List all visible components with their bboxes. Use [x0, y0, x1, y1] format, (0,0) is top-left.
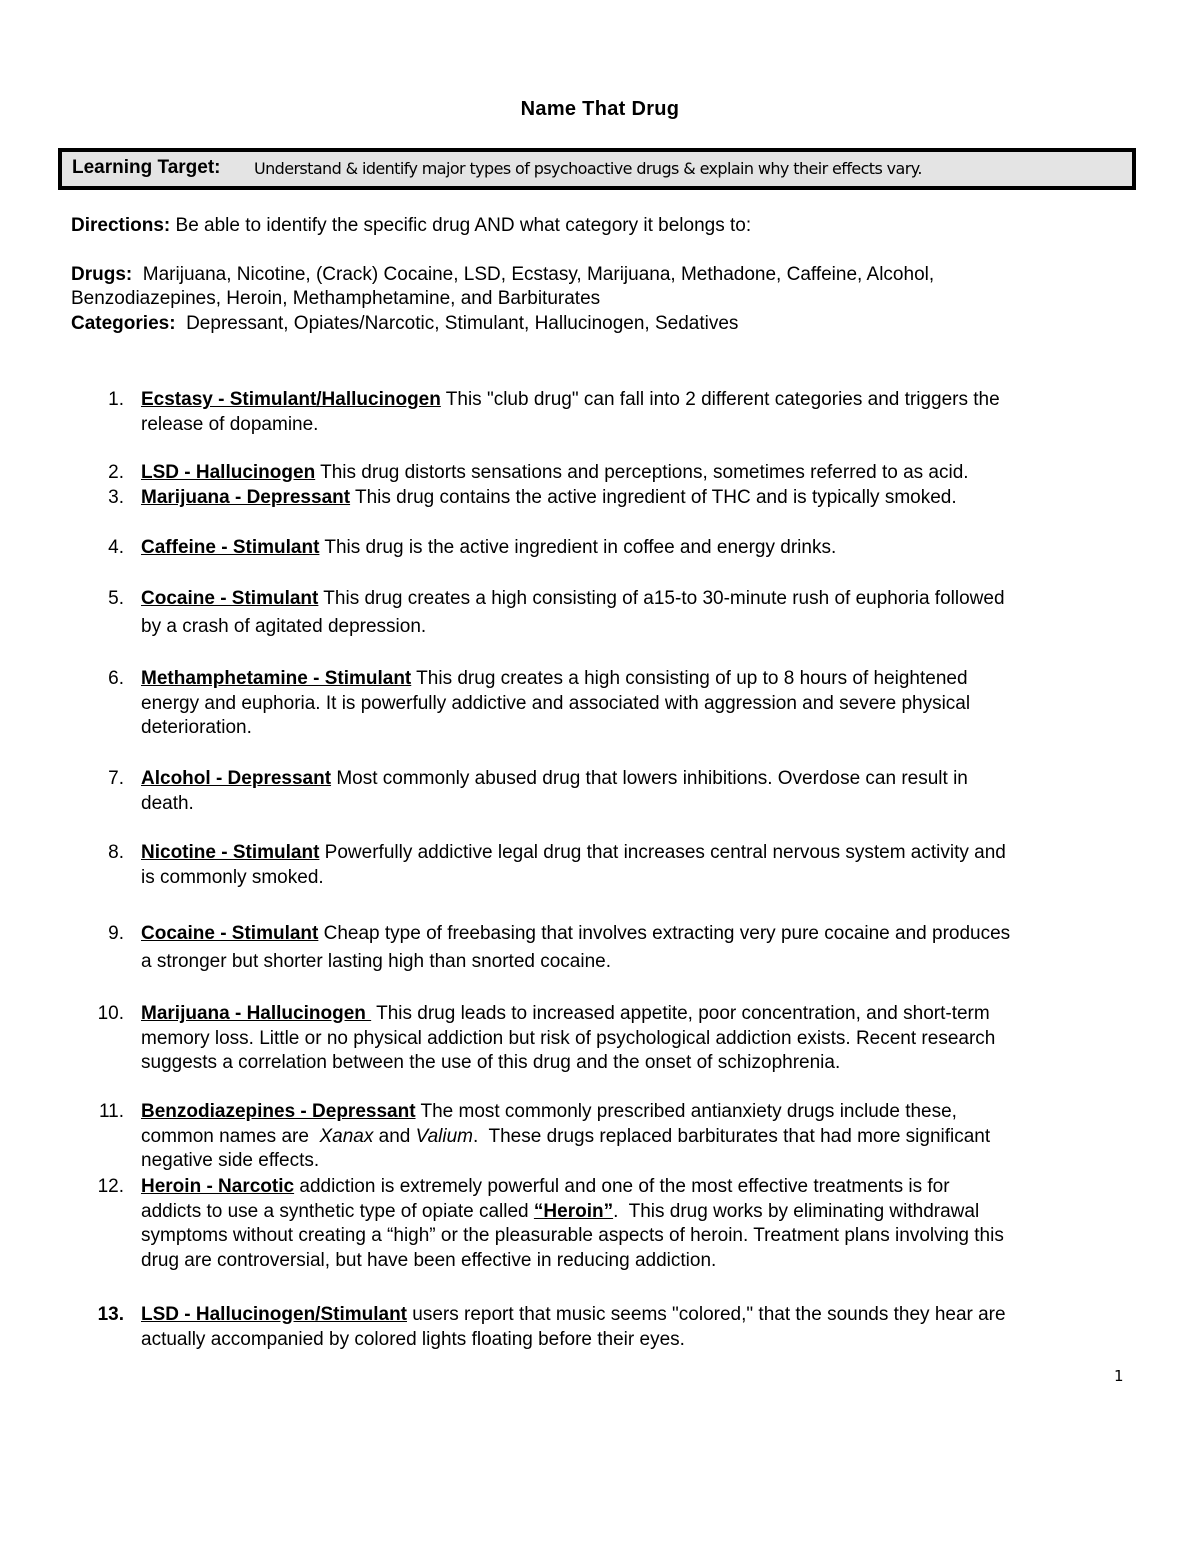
item-description: . These drugs replaced barbiturates that had more significant: [472, 1125, 991, 1147]
item-description: death.: [141, 792, 194, 814]
item-description: This drug creates a high consisting of up to 8 hours of heightened: [411, 668, 968, 689]
item-answer: Heroin - Narcotic: [141, 1176, 295, 1197]
item-number: 9.: [108, 923, 124, 944]
item-answer: LSD - Hallucinogen: [141, 462, 316, 483]
directions-label: Directions:: [71, 215, 171, 236]
item-answer: Cocaine - Stimulant: [141, 923, 319, 944]
item-answer: Marijuana - Depressant: [141, 487, 351, 508]
item-description: This drug creates a high consisting of a15-to 30-minute rush of euphoria followed: [318, 588, 1005, 609]
item-answer: Caffeine - Stimulant: [141, 537, 320, 558]
item-answer: Methamphetamine - Stimulant: [141, 668, 412, 689]
item-description: energy and euphoria. It is powerfully addictive and associated with aggression and severe physical: [141, 692, 971, 714]
item-description: by a crash of agitated depression.: [141, 616, 427, 637]
item-description: actually accompanied by colored lights floating before their eyes.: [141, 1328, 685, 1350]
item-description: addicts to use a synthetic type of opiate called: [141, 1200, 534, 1222]
item-answer: Ecstasy - Stimulant/Hallucinogen: [141, 389, 441, 410]
item-description: is commonly smoked.: [141, 866, 324, 888]
item-description: This "club drug" can fall into 2 different categories and triggers the: [440, 389, 1000, 410]
drugs-label: Drugs:: [71, 264, 133, 285]
item-answer: Marijuana - Hallucinogen: [141, 1003, 372, 1024]
directions-text: Be able to identify the specific drug AND what category it belongs to:: [170, 215, 752, 236]
item-description: This drug distorts sensations and perceptions, sometimes referred to as acid.: [315, 462, 969, 483]
page-number: 1: [1114, 1367, 1124, 1385]
item-description: This drug contains the active ingredient of THC and is typically smoked.: [350, 487, 957, 508]
item-number: 11.: [98, 1101, 124, 1122]
item-description: Powerfully addictive legal drug that increases central nervous system activity and: [319, 842, 1006, 863]
item-description: symptoms without creating a “high” or the pleasurable aspects of heroin. Treatment plans involving this: [141, 1225, 1004, 1246]
item-description: . This drug works by eliminating withdrawal: [613, 1200, 980, 1222]
item-number: 3.: [108, 487, 124, 508]
learning-target-label: Learning Target:: [72, 157, 221, 178]
item-description: The most commonly prescribed antianxiety drugs include these,: [415, 1101, 957, 1122]
item-description: and: [373, 1125, 416, 1147]
item-answer: Benzodiazepines - Depressant: [141, 1101, 416, 1122]
item-number: 1.: [108, 389, 124, 410]
item-answer: Alcohol - Depressant: [141, 768, 332, 789]
item-description: drug are controversial, but have been effective in reducing addiction.: [141, 1249, 717, 1271]
item-answer: LSD - Hallucinogen/Stimulant: [141, 1304, 408, 1325]
page-title: Name That Drug: [520, 98, 680, 120]
item-number: 7.: [108, 768, 124, 789]
item-number: 6.: [108, 668, 124, 689]
item-number: 5.: [108, 588, 124, 609]
drugs-line-1: Marijuana, Nicotine, (Crack) Cocaine, LSD, Ecstasy, Marijuana, Methadone, Caffeine, Alcohol,: [132, 264, 935, 285]
item-number: 10.: [97, 1003, 124, 1024]
item-answer: Nicotine - Stimulant: [141, 842, 320, 863]
item-description: memory loss. Little or no physical addiction but risk of psychological addiction exists. Recent research: [141, 1027, 996, 1049]
item-description: Xanax: [319, 1125, 374, 1147]
item-description: suggests a correlation between the use of this drug and the onset of schizophrenia.: [141, 1052, 841, 1073]
item-answer: Cocaine - Stimulant: [141, 588, 319, 609]
item-description: Most commonly abused drug that lowers inhibitions. Overdose can result in: [331, 768, 968, 789]
item-description: This drug leads to increased appetite, poor concentration, and short-term: [371, 1003, 990, 1024]
item-number: 2.: [108, 462, 124, 483]
item-description: a stronger but shorter lasting high than snorted cocaine.: [141, 951, 612, 972]
categories-label: Categories:: [71, 313, 176, 334]
item-description: “Heroin”: [533, 1200, 614, 1222]
item-description: release of dopamine.: [141, 413, 319, 435]
item-description: negative side effects.: [141, 1150, 320, 1171]
item-description: Cheap type of freebasing that involves extracting very pure cocaine and produces: [318, 923, 1011, 944]
categories-text: Depressant, Opiates/Narcotic, Stimulant, Hallucinogen, Sedatives: [175, 313, 739, 334]
item-number: 12.: [97, 1176, 124, 1197]
item-number: 13.: [97, 1304, 124, 1325]
item-number: 4.: [108, 537, 124, 558]
item-number: 8.: [108, 842, 124, 863]
learning-target-text: Understand & identify major types of psychoactive drugs & explain why their effects vary.: [254, 159, 922, 178]
item-description: This drug is the active ingredient in coffee and energy drinks.: [319, 537, 837, 558]
item-description: deterioration.: [141, 717, 252, 738]
item-description: users report that music seems "colored," that the sounds they hear are: [407, 1304, 1006, 1325]
item-description: common names are: [141, 1125, 320, 1147]
drugs-line-2: Benzodiazepines, Heroin, Methamphetamine, and Barbiturates: [71, 288, 601, 309]
item-description: Valium: [415, 1125, 473, 1147]
item-description: addiction is extremely powerful and one of the most effective treatments is for: [294, 1176, 950, 1197]
